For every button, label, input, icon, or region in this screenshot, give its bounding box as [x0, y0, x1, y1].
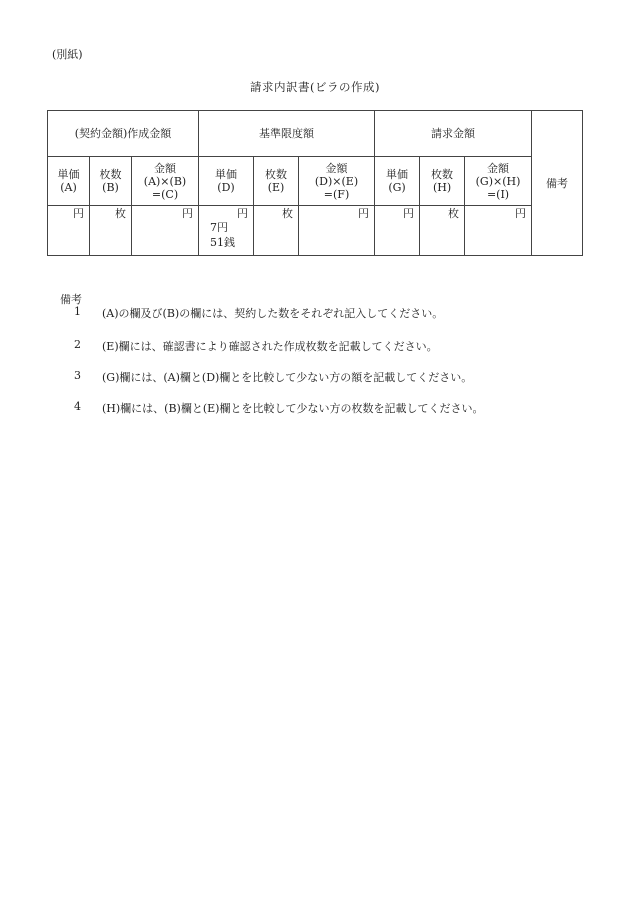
- header-line: (G)×(H): [475, 174, 521, 188]
- header-line: =(C): [151, 187, 179, 201]
- header-line: 枚数: [99, 168, 122, 181]
- note-text: (H)欄には、(B)欄と(E)欄とを比較して少ない方の枚数を記載してください。: [102, 402, 484, 415]
- header-standard-limit: 基準限度額: [199, 111, 375, 157]
- unit-price-note: 7円: [210, 221, 228, 234]
- unit-price-note: 51銭: [210, 236, 235, 249]
- header-line: (D): [217, 181, 235, 194]
- header-line: 単価: [386, 168, 409, 181]
- cell-unit-price-a[interactable]: [48, 206, 90, 256]
- note-text: (G)欄には、(A)欄と(D)欄とを比較して少ない方の額を記載してください。: [102, 371, 473, 384]
- unit-label: 円: [237, 207, 248, 220]
- unit-label: 枚: [448, 207, 460, 220]
- header-line: (A): [60, 181, 77, 194]
- subheader-amount-c: [132, 157, 199, 206]
- subheader-unit-price-a: [48, 157, 90, 206]
- subheader-amount-i: [465, 157, 532, 206]
- subheader-count-b: [90, 157, 132, 206]
- note-number: 4: [74, 400, 81, 413]
- header-line: (A)×(B): [143, 174, 187, 188]
- cell-unit-price-g[interactable]: [375, 206, 420, 256]
- header-line: (B): [102, 181, 119, 194]
- attachment-label: (別紙): [52, 48, 83, 61]
- header-line: (D)×(E): [314, 174, 359, 188]
- cell-unit-price-d[interactable]: [199, 206, 254, 256]
- subheader-count-e: [254, 157, 299, 206]
- entry-row: [48, 206, 583, 256]
- cell-count-h[interactable]: [420, 206, 465, 256]
- note-text: (A)の欄及び(B)の欄には、契約した数をそれぞれ記入してください。: [102, 307, 444, 320]
- header-line: 枚数: [431, 168, 454, 181]
- header-remarks: 備考: [532, 111, 583, 256]
- header-line: 単価: [57, 168, 80, 181]
- header-line: 単価: [215, 168, 237, 181]
- document-title: 請求内訳書(ビラの作成): [250, 80, 380, 94]
- unit-label: 円: [515, 207, 527, 220]
- header-line: 金額: [325, 161, 348, 175]
- cell-count-e[interactable]: [254, 206, 299, 256]
- breakdown-table: [47, 110, 583, 256]
- header-line: =(F): [323, 187, 350, 201]
- header-contract-amount: (契約金額)作成金額: [48, 111, 199, 157]
- subheader-amount-f: [299, 157, 375, 206]
- header-line: 金額: [154, 161, 176, 175]
- unit-label: 枚: [115, 207, 126, 220]
- unit-label: 円: [403, 207, 415, 220]
- sub-header-row: [48, 157, 583, 206]
- header-billing-amount: 請求金額: [375, 111, 532, 157]
- unit-label: 円: [182, 207, 193, 220]
- header-line: (E): [267, 181, 285, 194]
- note-number: 2: [74, 338, 81, 351]
- note-number: 1: [74, 305, 81, 318]
- group-header-row: [48, 111, 583, 157]
- subheader-count-h: [420, 157, 465, 206]
- cell-amount-i[interactable]: [465, 206, 532, 256]
- header-line: 枚数: [265, 168, 287, 181]
- unit-label: 枚: [282, 207, 293, 220]
- note-text: (E)欄には、確認書により確認された作成枚数を記載してください。: [102, 340, 438, 353]
- subheader-unit-price-g: [375, 157, 420, 206]
- cell-amount-f[interactable]: [299, 206, 375, 256]
- notes-heading: 備考: [60, 293, 82, 306]
- note-number: 3: [74, 369, 81, 382]
- header-line: (H): [432, 181, 452, 194]
- header-line: =(I): [486, 187, 510, 201]
- header-line: 金額: [487, 161, 510, 175]
- subheader-unit-price-d: [199, 157, 254, 206]
- unit-label: 円: [358, 207, 370, 220]
- cell-amount-c[interactable]: [132, 206, 199, 256]
- unit-label: 円: [73, 207, 84, 220]
- header-line: (G): [388, 181, 406, 194]
- cell-count-b[interactable]: [90, 206, 132, 256]
